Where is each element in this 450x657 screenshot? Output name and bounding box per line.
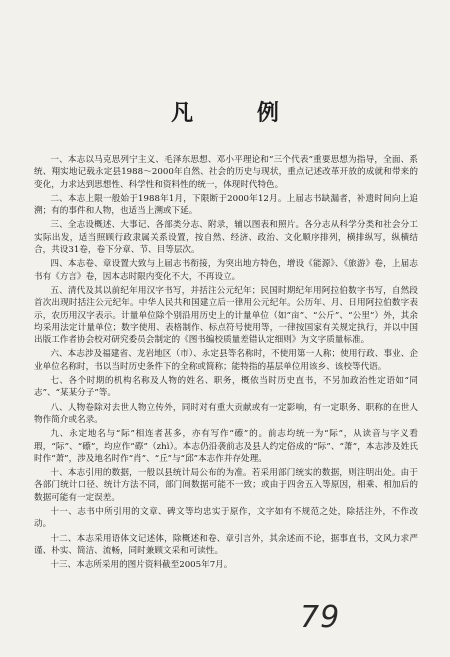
page-title: 凡 例 [171, 100, 307, 126]
guideline-item-9: 九、永定地名与“际”相连者甚多，亦有写作“礤”的。前志均统一为“际”，从读音与字义看瑕，“际”、“礤”，均应作“磜”（zhì）。本志仍沿袭前志及县人约定俗成的“际”、“萧”，本志涉及姓氏时作“萧”，涉及地名时作“肖”、“丘”与“邱”本志作并存处理。 [34, 429, 418, 464]
guideline-item-3: 三、全志设概述、大事记、各部类分志、附录，辅以图表和照片。各分志从科学分类和社会分工实际出发，适当照顾行政隶属关系设置，按自然、经济、政治、文化顺序排列，横排纵写，纵横结合，共设31卷，卷下分章、节、目等层次。 [34, 220, 418, 256]
guideline-item-11: 十一、志书中所引用的文章、碑文等均忠实于原作，文字如有不规范之处，除括注外，不作改动。 [34, 507, 418, 530]
guideline-item-5: 五、清代及其以前纪年用汉字书写，并括注公元纪年；民国时期纪年用阿拉伯数字书写，自然段首次出现时括注公元纪年。中华人民共和国建立后一律用公元纪年。公历年、月、日用阿拉伯数字表示，农历用汉字表示。计量单位除个别沿用历史上的计量单位（如“亩”、“公斤”、“公里”）外，其余均采用法定计量单位；数字使用、表格制作、标点符号使用等，一律按国家有关规定执行，并以中国出版工作者协会校对研究委员会制定的《图书编校质量差错认定细则》为文字质量标准。 [34, 285, 418, 346]
guideline-item-1: 一、本志以马克思列宁主义、毛泽东思想、邓小平理论和“三个代表”重要思想为指导，全面、系统、翔实地记载永定县1988～2000年自然、社会的历史与现状，重点记述改革开放的成就和带来的变化，力求达到思想性、科学性和资料性的统一，体现时代特色。 [34, 155, 418, 190]
guideline-item-4: 四、本志卷、章设置大致与上届志书衔接，为突出地方特色，增设《能源》、《旅游》卷，上届志书有《方言》卷，因本志时限内变化不大，不再设立。 [34, 259, 418, 282]
guideline-item-8: 八、人物卷除对去世人物立传外，同时对有重大贡献或有一定影响，有一定职务、职称的在世人物作简介或名录。 [34, 402, 418, 425]
guidelines-body [34, 154, 418, 574]
guideline-item-12: 十二、本志采用语体文记述体，除概述和卷、章引言外，其余述而不论，据事直书，文风力求严谨、朴实、简洁、流畅，同时兼顾文采和可读性。 [34, 533, 418, 556]
guideline-item-2: 二、本志上限一般始于1988年1月，下限断于2000年12月。上届志书缺漏者，补遗时间向上追溯；有的事件和人物，也适当上溯或下延。 [34, 193, 418, 217]
guideline-item-13: 十三、本志所采用的图片资料截至2005年7月。 [50, 560, 233, 571]
guideline-item-10: 十、本志引用的数据，一般以县统计局公布的为准。若采用部门统实的数据，则注明出处。由于各部门统计口径、统计方法不同，部门间数据可能不一致；或由于四舍五入等原因，相乘、相加后的数据可能有一定误差。 [34, 468, 418, 503]
guideline-item-7: 七、各个时期的机构名称及人物的姓名、职务，概依当时历史直书，不另加政治性定语如“同志”、“某某分子”等。 [34, 376, 418, 399]
handwritten-page-number: 79 [300, 600, 341, 635]
guideline-item-6: 六、本志涉及福建省、龙岩地区（市）、永定县等名称时，不使用第一人称；使用行政、事业、企业单位名称时，书以当时历史条件下的全称或简称；能特指的基层单位用该乡、该校等代语。 [34, 349, 418, 372]
